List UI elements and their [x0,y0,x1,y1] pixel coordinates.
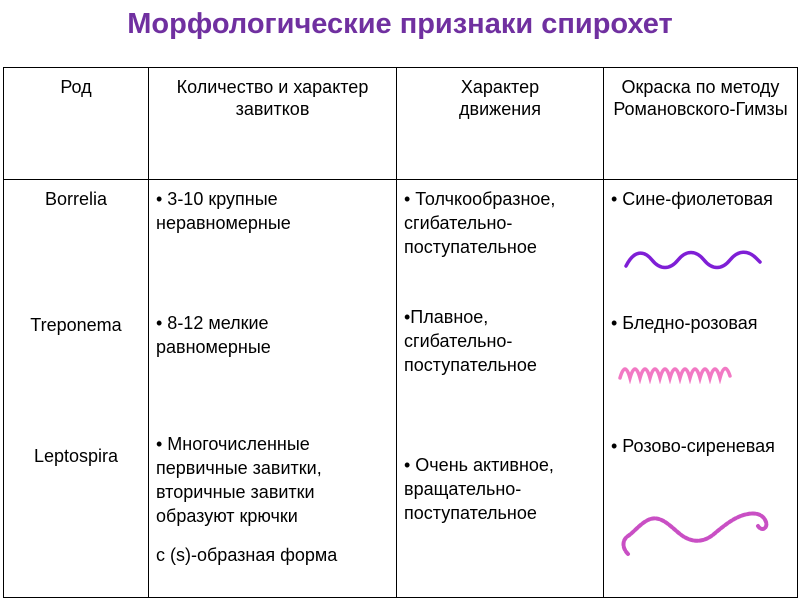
genus-cell [4,180,149,598]
spirochete-morphology-table [3,67,798,598]
table-row [4,180,798,598]
motion-leptospira: • Очень активное, вращательно-поступательное [404,455,554,523]
header-coils: Количество и характер завитков [149,68,397,180]
stain-treponema: • Бледно-розовая [611,313,758,333]
coils-treponema: • 8-12 мелкие равномерные [156,313,271,357]
genus-borrelia: Borrelia [44,189,108,209]
coils-leptospira: • Многочисленные первичные завитки, вторичные завитки образуют крючки [156,434,322,526]
motion-cell [397,180,604,598]
leptospira-spirochete-icon [618,496,778,564]
treponema-spirochete-icon [618,358,738,384]
stain-leptospira: • Розово-сиреневая [611,436,775,456]
coils-borrelia: • 3-10 крупные неравномерные [156,189,291,233]
stain-borrelia: • Сине-фиолетовая [611,189,773,209]
header-genus: Род [4,68,149,180]
page-title: Морфологические признаки спирохет [127,8,673,40]
genus-treponema: Treponema [30,315,122,335]
header-motion: Характер движения [397,68,604,180]
table-header-row [4,68,798,180]
motion-borrelia: • Толчкообразное, сгибательно-поступательное [404,189,556,257]
borrelia-spirochete-icon [624,248,764,272]
stain-cell [604,180,798,598]
motion-treponema: •Плавное, сгибательно-поступательное [404,307,537,375]
coils-cell [149,180,397,598]
genus-leptospira: Leptospira [33,446,119,466]
header-stain: Окраска по методу Романовского-Гимзы [604,68,798,180]
coils-leptospira-extra: с (s)-образная форма [156,545,338,565]
